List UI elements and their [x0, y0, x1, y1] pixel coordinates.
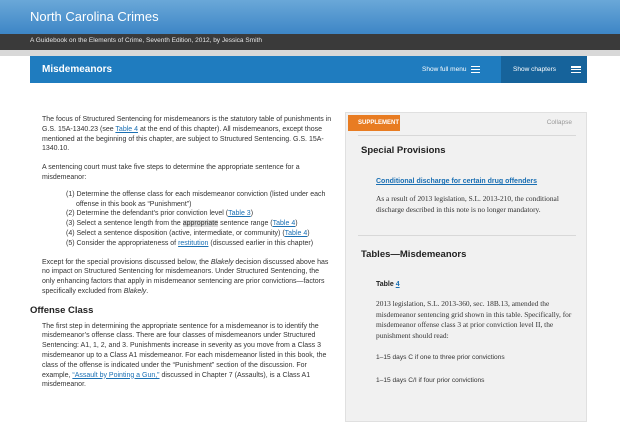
table-4-link[interactable]: Table 4: [284, 229, 308, 237]
collapse-button[interactable]: Collapse: [546, 119, 572, 126]
book-subtitle: A Guidebook on the Elements of Crime, Seventh Edition, 2012, by Jessica Smith: [30, 37, 262, 44]
show-full-menu-label: Show full menu: [422, 66, 467, 73]
text: The focus of Structured Sentencing for misdemeanors is the statutory table of punishments in G.S. 15A-1340.23 (see: [42, 116, 332, 133]
supplement-tag: SUPPLEMENT: [348, 115, 400, 131]
paragraph-intro: [42, 115, 332, 154]
book-subtitle-bar: [0, 34, 620, 50]
table-4-link[interactable]: Table 4: [272, 220, 296, 228]
conditional-discharge-link[interactable]: Conditional discharge for certain drug offenders: [376, 178, 538, 185]
text: (discussed earlier in this chapter): [208, 239, 314, 247]
site-title[interactable]: North Carolina Crimes: [30, 9, 159, 24]
text: (4) Select a sentence disposition (active, intermediate, or community) (: [66, 229, 285, 237]
site-header: [0, 0, 620, 34]
highlighted-word: appropriate: [182, 220, 219, 228]
show-chapters-button[interactable]: [501, 56, 587, 83]
tables-heading: Tables—Misdemeanors: [361, 249, 467, 260]
text: decision discussed above has no impact on Structured Sentencing for misdemeanors. Under Structured Sentencing, the only enhancing factors that apply in misdemeanor sentencing are prior convictions—factors specifically excluded from: [42, 258, 329, 295]
menu-icon: [471, 66, 480, 73]
table-4-link[interactable]: 4: [395, 281, 400, 288]
divider: [358, 235, 576, 236]
tables-note: 2013 legislation, S.L. 2013-360, sec. 18B.13, amended the misdemeanor sentencing grid shown in this table. Specifically, for misdemeanor offense class 3 at prior conviction level II, the punishment should read:: [376, 299, 572, 341]
restitution-link[interactable]: restitution: [178, 239, 209, 247]
text: Except for the special provisions discussed below, the: [42, 258, 211, 266]
show-full-menu-button[interactable]: [416, 56, 496, 83]
divider: [358, 135, 576, 136]
table-3-link[interactable]: Table 3: [228, 210, 251, 218]
text: ): [295, 220, 298, 228]
text: The first step in determining the appropriate sentence for a misdemeanor is to identify the misdemeanor’s offense class. There are four classes of misdemeanors under Structured Sentencing: A1, 1, 2, and 3. Punishments increase in severity as you move from a Class 3 misdemeanor up to a Class A1 misdemeanor. For each misdemeanor listed in this book, the class of the offense is indicated under the “Punishment” section of the discussion. For example,: [42, 322, 327, 379]
special-provisions-heading: Special Provisions: [361, 145, 446, 156]
section-nav-bar: [30, 56, 587, 83]
paragraph-offense-class: [42, 322, 332, 391]
text: .: [146, 287, 149, 295]
case-name: Blakely: [210, 258, 234, 266]
text: ): [250, 210, 254, 218]
list-item: [66, 239, 332, 249]
text: ): [307, 229, 310, 237]
list-icon: [571, 66, 581, 74]
case-name: Blakely: [123, 287, 147, 295]
offense-class-heading: Offense Class: [30, 304, 94, 316]
text: discussed in Chapter 7 (Assaults), is a Class A1 misdemeanor.: [42, 371, 311, 389]
table-4-link[interactable]: Table 4: [115, 125, 138, 133]
list-item: (1) Determine the offense class for each misdemeanor conviction (listed under each offense in this book as “Punishment”): [66, 190, 326, 208]
main-content: [30, 115, 332, 399]
text: Table: [376, 281, 396, 288]
section-title: Misdemeanors: [42, 64, 113, 75]
paragraph-blakely: [42, 258, 332, 297]
steps-list: [66, 190, 332, 249]
punishment-line-2: 1–15 days C/I if four prior convictions: [376, 377, 485, 384]
list-item: [66, 229, 332, 239]
table-label: [376, 281, 400, 288]
conditional-discharge-note: As a result of 2013 legislation, S.L. 2013-210, the conditional discharge described in this note is no longer mandatory.: [376, 194, 559, 214]
text: (3) Select a sentence length from the: [66, 220, 183, 228]
paragraph-steps-intro: A sentencing court must take five steps to determine the appropriate sentence for a misdemeanor:: [42, 164, 300, 181]
text: (2) Determine the defendant’s prior conviction level (: [66, 210, 229, 218]
show-chapters-label: Show chapters: [513, 66, 556, 73]
punishment-line-1: 1–15 days C if one to three prior convictions: [376, 354, 505, 361]
text: (5) Consider the appropriateness of: [66, 239, 179, 247]
text: at the end of this chapter). All misdemeanors, except those mentioned at the beginning of this chapter, are subject to Structured Sentencing. G.S. 15A-1340.10.: [42, 125, 324, 153]
assault-pointing-gun-link[interactable]: “Assault by Pointing a Gun,”: [72, 371, 160, 379]
list-item: [66, 219, 332, 229]
supplement-panel: [345, 112, 587, 422]
list-item: [66, 209, 332, 219]
text: sentence range (: [218, 220, 273, 228]
